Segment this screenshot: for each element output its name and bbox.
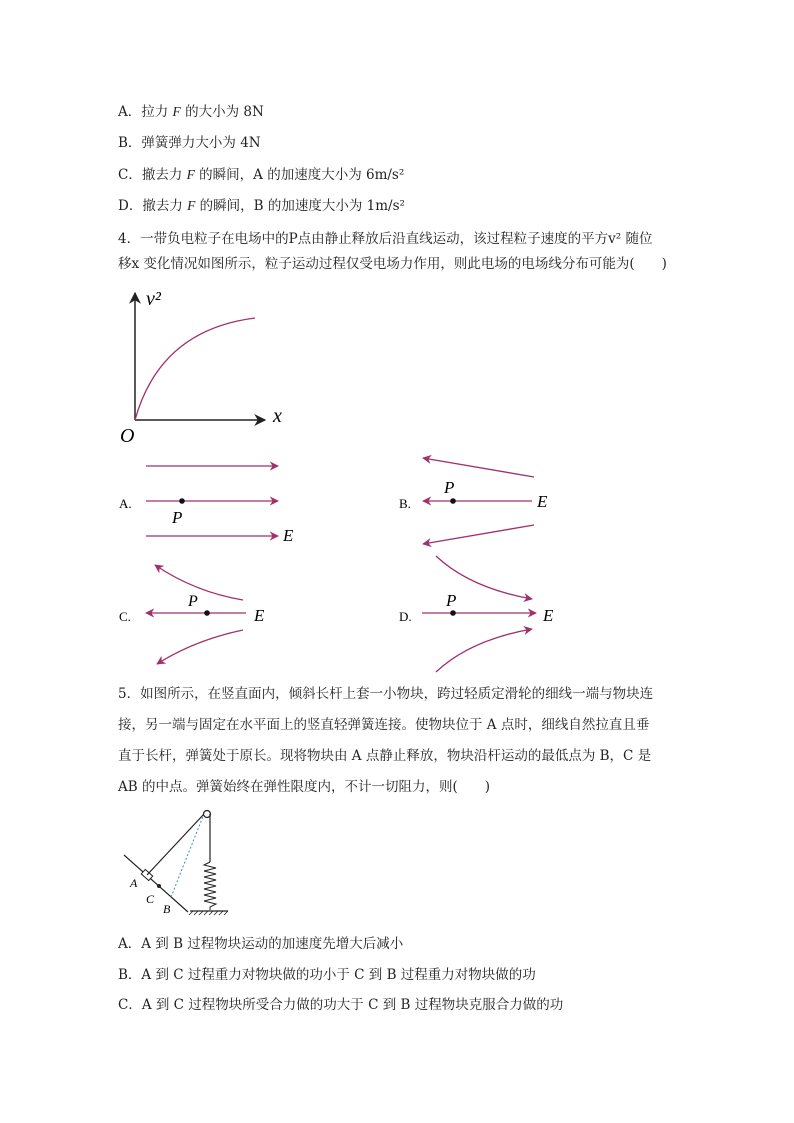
q5-figure bbox=[124, 811, 228, 917]
q3-option-d: D．撤去力 F 的瞬间，B 的加速度大小为 1m/s² bbox=[118, 198, 405, 214]
field-line bbox=[157, 630, 243, 664]
q5-option-a: A．A 到 B 过程物块运动的加速度先增大后减小 bbox=[118, 936, 404, 952]
q5-stem-line2: 接，另一端与固定在水平面上的竖直轻弹簧连接。使物块位于 A 点时，细线自然拉直且垂 bbox=[118, 717, 650, 733]
option-c-label: C. bbox=[119, 609, 131, 624]
v2-x-graph bbox=[120, 288, 282, 447]
option-c-diagram bbox=[119, 565, 265, 664]
option-d-diagram bbox=[399, 556, 554, 672]
option-b-diagram bbox=[399, 458, 548, 544]
field-e-label: E bbox=[283, 526, 294, 545]
point-p bbox=[179, 498, 185, 504]
dashed-line bbox=[171, 814, 204, 897]
field-e-label: E bbox=[254, 606, 265, 625]
q5-stem-line1: 5．如图所示，在竖直面内，倾斜长杆上套一小物块，跨过轻质定滑轮的细线一端与物块连 bbox=[118, 686, 654, 702]
origin-label: O bbox=[120, 425, 135, 447]
option-a-label: A. bbox=[119, 496, 132, 511]
option-b-label: B. bbox=[399, 496, 411, 511]
q5-option-b: B．A 到 C 过程重力对物块做的功小于 C 到 B 过程重力对物块做的功 bbox=[118, 967, 536, 983]
q3-option-a: A．拉力 F 的大小为 8N bbox=[118, 104, 264, 120]
spring bbox=[204, 862, 216, 910]
point-p-label: P bbox=[446, 591, 457, 610]
q5-stem-line3: 直于长杆，弹簧处于原长。现将物块由 A 点静止释放，物块沿杆运动的最低点为 B，C 是 bbox=[118, 748, 652, 764]
q3-option-c: C．撤去力 F 的瞬间，A 的加速度大小为 6m/s² bbox=[118, 167, 405, 183]
point-p-label: P bbox=[188, 593, 198, 610]
point-b-label: B bbox=[163, 902, 171, 916]
field-e-label: E bbox=[543, 606, 554, 625]
field-line bbox=[423, 525, 534, 544]
v2-curve bbox=[135, 318, 255, 420]
point-p-label: P bbox=[172, 508, 183, 527]
q3-option-b: B．弹簧弹力大小为 4N bbox=[118, 135, 261, 151]
point-a-label: A bbox=[130, 876, 138, 890]
point-p bbox=[450, 498, 456, 504]
point-p bbox=[450, 610, 456, 616]
field-line bbox=[423, 458, 534, 477]
x-axis-label: x bbox=[273, 405, 282, 427]
string bbox=[147, 814, 204, 875]
option-a-diagram bbox=[119, 466, 294, 545]
point-c-dot bbox=[157, 884, 161, 888]
y-axis-label: v² bbox=[146, 288, 161, 310]
q4-stem-line2: 移x 变化情况如图所示，粒子运动过程仅受电场力作用，则此电场的电场线分布可能为( ) bbox=[118, 256, 667, 272]
q5-option-c: C．A 到 C 过程物块所受合力做的功大于 C 到 B 过程物块克服合力做的功 bbox=[118, 997, 564, 1013]
point-p bbox=[204, 610, 210, 616]
point-p-label: P bbox=[444, 478, 455, 497]
option-d-label: D. bbox=[399, 609, 412, 624]
field-line bbox=[155, 565, 243, 600]
field-e-label: E bbox=[537, 492, 548, 511]
q4-stem-line1: 4．一带负电粒子在电场中的P点由静止释放后沿直线运动，该过程粒子速度的平方v² 随位 bbox=[118, 231, 653, 247]
point-c-label: C bbox=[146, 892, 155, 906]
field-line bbox=[436, 629, 532, 672]
q5-stem-line4: AB 的中点。弹簧始终在弹性限度内，不计一切阻力，则( ) bbox=[118, 779, 490, 795]
